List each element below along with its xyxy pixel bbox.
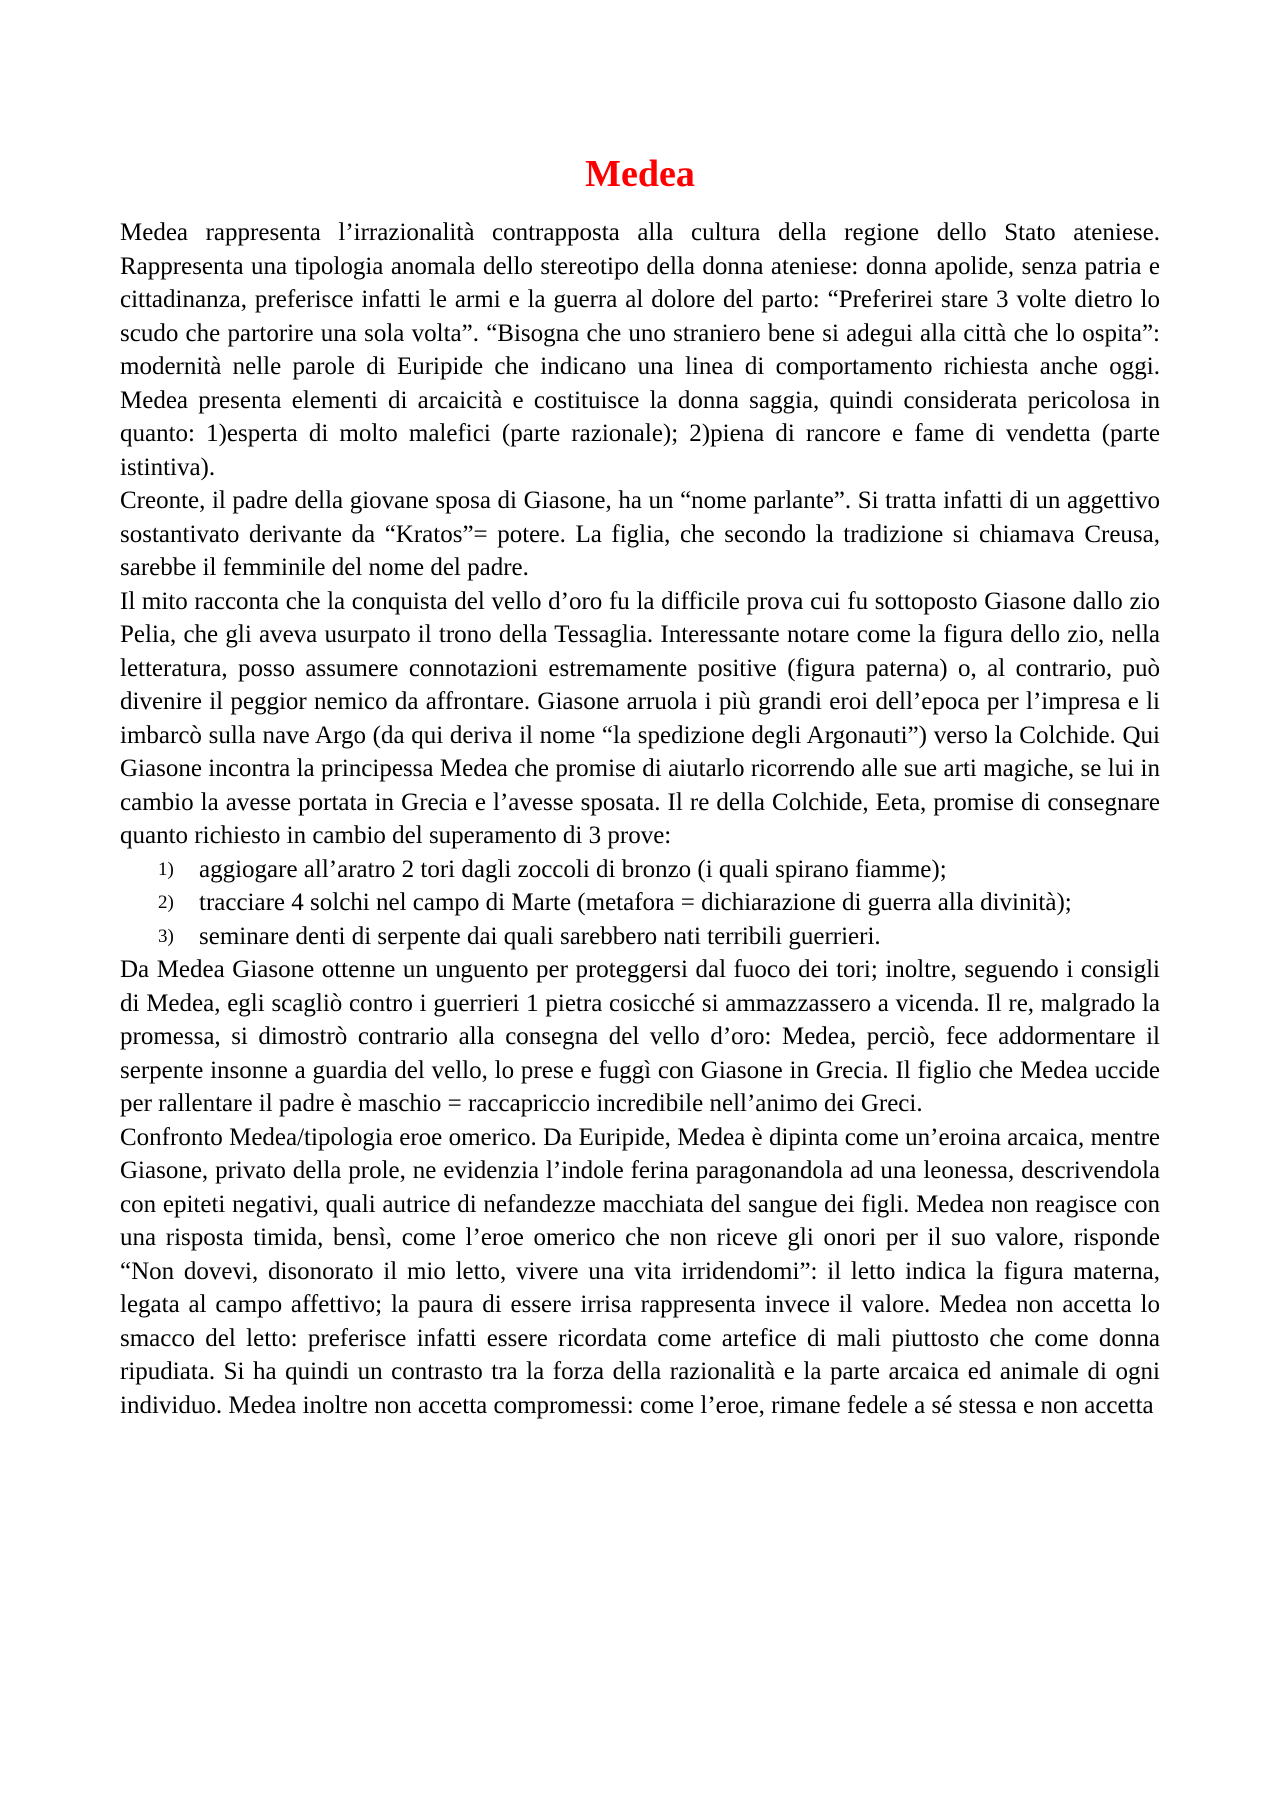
paragraph-confronto: Confronto Medea/tipologia eroe omerico. Da Euripide, Medea è dipinta come un’eroina arcaica, mentre Giasone, privato della prole, ne evidenzia l’indole ferina paragonandola ad una leonessa, descrivendola con epiteti negativi, quali autrice di nefandezze macchiata del sangue dei figli. Medea non reagisce con una risposta timida, bensì, come l’eroe omerico che non riceve gli onori per il suo valore, risponde “Non dovevi, disonorato il mio letto, vivere una vita irridendomi”: il letto indica la figura materna, legata al campo affettivo; la paura di essere irrisa rappresenta invece il valore. Medea non accetta lo smacco del letto: preferisce infatti essere ricordata come artefice di mali piuttosto che come donna ripudiata. Si ha quindi un contrasto tra la forza della razionalità e la parte arcaica ed animale di ogni individuo. Medea inoltre non accetta compromessi: come l’eroe, rimane fedele a sé stessa e non accetta — [120, 1123, 1160, 1419]
list-item — [120, 920, 1160, 954]
list-item-text: tracciare 4 solchi nel campo di Marte (metafora = dichiarazione di guerra alla divinità); — [199, 889, 1072, 916]
list-item-number: 3) — [158, 925, 174, 947]
page-title: Medea — [585, 153, 695, 195]
paragraph-fuga: Da Medea Giasone ottenne un unguento per proteggersi dal fuoco dei tori; inoltre, seguendo i consigli di Medea, egli scagliò contro i guerrieri 1 pietra cosicché si ammazzassero a vicenda. Il re, malgrado la promessa, si dimostrò contrario alla consegna del vello d’oro: Medea, perciò, fece addormentare il serpente insonne a guardia del vello, lo prese e fuggì con Giasone in Grecia. Il figlio che Medea uccide per rallentare il padre è maschio = raccapriccio incredibile nell’animo dei Greci. — [120, 956, 1160, 1117]
prove-list — [120, 853, 1160, 954]
paragraph-creonte: Creonte, il padre della giovane sposa di Giasone, ha un “nome parlante”. Si tratta infatti di un aggettivo sostantivato derivante da “Kratos”= potere. La figlia, che secondo la tradizione si chiamava Creusa, sarebbe il femminile del nome del padre. — [120, 487, 1160, 581]
paragraph-intro: Medea rappresenta l’irrazionalità contrapposta alla cultura della regione dello Stato ateniese. Rappresenta una tipologia anomala dello stereotipo della donna ateniese: donna apolide, senza patria e cittadinanza, preferisce infatti le armi e la guerra al dolore del parto: “Preferirei stare 3 volte dietro lo scudo che partorire una sola volta”. “Bisogna che uno straniero bene si adegui alla città che lo ospita”: modernità nelle parole di Euripide che indicano una linea di comportamento richiesta anche oggi. Medea presenta elementi di arcaicità e costituisce la donna saggia, quindi considerata pericolosa in quanto: 1)esperta di molto malefici (parte razionale); 2)piena di rancore e fame di vendetta (parte istintiva). — [120, 219, 1160, 481]
list-item — [120, 886, 1160, 920]
list-item-text: aggiogare all’aratro 2 tori dagli zoccoli di bronzo (i quali spirano fiamme); — [199, 855, 947, 883]
list-item-text: seminare denti di serpente dai quali sarebbero nati terribili guerrieri. — [199, 922, 881, 950]
document-page — [120, 148, 1160, 1422]
list-item — [120, 853, 1160, 887]
paragraph-mito: Il mito racconta che la conquista del vello d’oro fu la difficile prova cui fu sottoposto Giasone dallo zio Pelia, che gli aveva usurpato il trono della Tessaglia. Interessante notare come la figura dello zio, nella letteratura, posso assumere connotazioni estremamente positive (figura paterna) o, al contrario, può divenire il peggior nemico da affrontare. Giasone arruola i più grandi eroi dell’epoca per l’impresa e li imbarcò sulla nave Argo (da qui deriva il nome “la spedizione degli Argonauti”) verso la Colchide. Qui Giasone incontra la principessa Medea che promise di aiutarlo ricorrendo alle sue arti magiche, se lui in cambio la avesse portata in Grecia e l’avesse sposata. Il re della Colchide, Eeta, promise di consegnare quanto richiesto in cambio del superamento di 3 prove: — [120, 587, 1160, 849]
document-body — [120, 216, 1160, 1422]
list-item-number: 2) — [158, 892, 174, 913]
list-item-number: 1) — [158, 858, 174, 880]
